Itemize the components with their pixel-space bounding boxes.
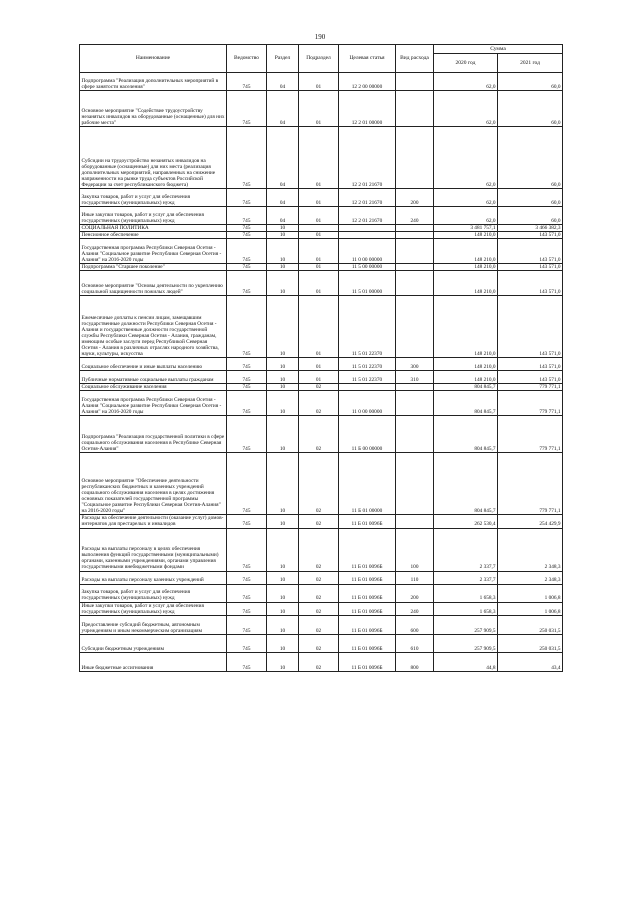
row-target: 12 2 01 21670 — [339, 127, 396, 189]
row-name: Иные бюджетные ассигнования — [80, 652, 227, 671]
row-name: Иные закупки товаров, работ и услуг для обеспечения государственных (муниципальных) нужд — [80, 207, 227, 225]
row-sum-2020: 2 337,7 — [434, 571, 498, 584]
row-name: Закупка товаров, работ и услуг для обеспечения государственных (муниципальных) нужд — [80, 584, 227, 602]
row-expense-type: 200 — [396, 189, 434, 207]
row-name: Публичные нормативные социальные выплаты гражданам — [80, 371, 227, 384]
row-ministry: 745 — [227, 91, 267, 127]
row-section: 04 — [267, 189, 299, 207]
row-section: 10 — [267, 652, 299, 671]
header-subsection: Подраздел — [299, 45, 339, 73]
row-expense-type — [396, 73, 434, 91]
row-subsection: 01 — [299, 73, 339, 91]
row-ministry: 745 — [227, 602, 267, 615]
table-row — [80, 296, 563, 358]
row-sum-2021: 779 771,1 — [498, 416, 563, 453]
row-subsection: 02 — [299, 615, 339, 634]
row-sum-2021: 60,0 — [498, 189, 563, 207]
row-sum-2021: 60,0 — [498, 207, 563, 225]
row-sum-2020: 262 530,4 — [434, 515, 498, 528]
table-row — [80, 602, 563, 615]
row-sum-2021: 143 571,0 — [498, 296, 563, 358]
row-sum-2020: 148 210,0 — [434, 232, 498, 239]
row-expense-type: 100 — [396, 528, 434, 571]
row-ministry: 745 — [227, 391, 267, 416]
header-sum: Сумма — [434, 45, 563, 54]
table-row — [80, 453, 563, 515]
header-ministry: Ведомство — [227, 45, 267, 73]
row-section: 10 — [267, 358, 299, 371]
header-year-2021: 2021 год — [498, 54, 563, 73]
row-ministry: 745 — [227, 271, 267, 296]
row-name: Социальное обеспечение и иные выплаты населению — [80, 358, 227, 371]
table-row — [80, 528, 563, 571]
row-section: 04 — [267, 73, 299, 91]
row-sum-2020: 148 210,0 — [434, 271, 498, 296]
row-ministry: 745 — [227, 615, 267, 634]
row-sum-2021: 143 571,0 — [498, 264, 563, 271]
row-section: 04 — [267, 127, 299, 189]
table-row — [80, 652, 563, 671]
row-ministry: 745 — [227, 384, 267, 391]
row-sum-2021: 43,4 — [498, 652, 563, 671]
row-sum-2021: 1 006,8 — [498, 584, 563, 602]
row-expense-type: 300 — [396, 358, 434, 371]
row-ministry: 745 — [227, 371, 267, 384]
row-name: Закупка товаров, работ и услуг для обеспечения государственных (муниципальных) нужд — [80, 189, 227, 207]
row-ministry: 745 — [227, 515, 267, 528]
row-subsection: 02 — [299, 453, 339, 515]
row-name: Основное мероприятие "Содействие трудоустройству незанятых инвалидов на оборудованные (оснащенные) для них рабочие места" — [80, 91, 227, 127]
row-sum-2020: 804 845,7 — [434, 384, 498, 391]
table-row — [80, 264, 563, 271]
row-subsection: 02 — [299, 384, 339, 391]
table-row — [80, 189, 563, 207]
row-sum-2020: 62,0 — [434, 73, 498, 91]
row-section: 10 — [267, 515, 299, 528]
table-row — [80, 232, 563, 239]
row-sum-2020: 62,0 — [434, 189, 498, 207]
row-target: 11 Б 01 0096Б — [339, 602, 396, 615]
row-sum-2020: 1 658,3 — [434, 584, 498, 602]
row-target: 11 Б 01 0096Б — [339, 515, 396, 528]
row-section: 10 — [267, 634, 299, 652]
row-target: 11 5 01 22370 — [339, 296, 396, 358]
row-section: 10 — [267, 371, 299, 384]
row-sum-2021: 3 466 382,3 — [498, 225, 563, 232]
row-ministry: 745 — [227, 416, 267, 453]
row-sum-2021: 779 771,1 — [498, 453, 563, 515]
row-section: 10 — [267, 384, 299, 391]
row-subsection: 01 — [299, 271, 339, 296]
row-section: 04 — [267, 91, 299, 127]
row-expense-type: 310 — [396, 371, 434, 384]
row-sum-2020: 148 210,0 — [434, 239, 498, 264]
row-sum-2021: 143 571,0 — [498, 358, 563, 371]
row-target: 11 Б 01 0096Б — [339, 584, 396, 602]
table-row — [80, 384, 563, 391]
row-sum-2021: 143 571,0 — [498, 239, 563, 264]
row-sum-2020: 1 658,3 — [434, 602, 498, 615]
row-ministry: 745 — [227, 239, 267, 264]
row-sum-2020: 62,0 — [434, 127, 498, 189]
row-ministry: 745 — [227, 232, 267, 239]
row-target: 12 2 01 21670 — [339, 207, 396, 225]
row-sum-2020: 257 909,5 — [434, 634, 498, 652]
budget-table — [79, 44, 563, 672]
row-target — [339, 384, 396, 391]
row-expense-type: 240 — [396, 602, 434, 615]
row-target: 11 5 00 00000 — [339, 264, 396, 271]
row-ministry: 745 — [227, 634, 267, 652]
row-expense-type: 600 — [396, 615, 434, 634]
row-target — [339, 232, 396, 239]
table-row — [80, 73, 563, 91]
row-subsection: 01 — [299, 371, 339, 384]
row-sum-2021: 2 348,3 — [498, 571, 563, 584]
row-name: Подпрограмма "Реализация дополнительных мероприятий в сфере занятости населения" — [80, 73, 227, 91]
row-target: 11 Б 01 0096Б — [339, 528, 396, 571]
row-ministry: 745 — [227, 264, 267, 271]
row-name: Подпрограмма "Старшее поколение" — [80, 264, 227, 271]
row-name: Пенсионное обеспечение — [80, 232, 227, 239]
row-section: 10 — [267, 232, 299, 239]
row-subsection: 02 — [299, 391, 339, 416]
row-sum-2020: 148 210,0 — [434, 371, 498, 384]
row-sum-2021: 60,0 — [498, 73, 563, 91]
row-section: 10 — [267, 271, 299, 296]
table-row — [80, 584, 563, 602]
row-section: 10 — [267, 225, 299, 232]
row-name: Государственная программа Республики Северная Осетия - Алания "Социальное развитие Республики Северная Осетия - Алания" на 2016-2020 годы — [80, 239, 227, 264]
table-row — [80, 416, 563, 453]
table-row — [80, 391, 563, 416]
row-subsection: 02 — [299, 515, 339, 528]
row-section: 10 — [267, 615, 299, 634]
row-expense-type: 200 — [396, 584, 434, 602]
row-section: 10 — [267, 453, 299, 515]
row-ministry: 745 — [227, 73, 267, 91]
row-name: Субсидии бюджетным учреждениям — [80, 634, 227, 652]
row-section: 10 — [267, 602, 299, 615]
row-expense-type — [396, 232, 434, 239]
row-name: СОЦИАЛЬНАЯ ПОЛИТИКА — [80, 225, 227, 232]
header-target: Целевая статья — [339, 45, 396, 73]
row-subsection: 01 — [299, 239, 339, 264]
row-section: 10 — [267, 239, 299, 264]
row-target: 11 Б 01 0096Б — [339, 571, 396, 584]
row-expense-type — [396, 515, 434, 528]
table-row — [80, 207, 563, 225]
row-target: 11 Б 01 0096Б — [339, 634, 396, 652]
row-expense-type: 610 — [396, 634, 434, 652]
row-sum-2021: 779 771,1 — [498, 384, 563, 391]
row-name: Субсидии на трудоустройство незанятых инвалидов на оборудованные (оснащенные) для них места (реализация дополнительных мероприятий, направленных на снижение напряженности на рынке труда субъектов Российской Федерации за счет республиканского бюджета) — [80, 127, 227, 189]
row-subsection: 02 — [299, 652, 339, 671]
row-sum-2020: 148 210,0 — [434, 358, 498, 371]
row-target: 11 5 01 22370 — [339, 358, 396, 371]
row-section: 10 — [267, 416, 299, 453]
row-sum-2020: 44,8 — [434, 652, 498, 671]
row-sum-2021: 250 031,5 — [498, 634, 563, 652]
row-subsection: 01 — [299, 358, 339, 371]
row-section: 10 — [267, 528, 299, 571]
row-name: Ежемесячные доплаты к пенсии лицам, замещавшим государственные должности Республики Северная Осетия - Алания и государственные должности государственной службы Республики Северная Осетия - Алания, гражданам, имеющим особые заслуги перед Республикой Северная Осетия - Алания в различных отраслях народного хозяйства, науки, культуры, искусства — [80, 296, 227, 358]
table-row — [80, 271, 563, 296]
row-ministry: 745 — [227, 358, 267, 371]
row-name: Государственная программа Республики Северная Осетия - Алания "Социальное развитие Республики Северная Осетия - Алания" на 2016-2020 годы — [80, 391, 227, 416]
row-target: 11 Б 01 0096Б — [339, 615, 396, 634]
row-sum-2021: 60,0 — [498, 127, 563, 189]
row-target: 11 Б 01 0096Б — [339, 652, 396, 671]
row-subsection: 02 — [299, 571, 339, 584]
row-expense-type — [396, 264, 434, 271]
row-sum-2020: 257 909,5 — [434, 615, 498, 634]
row-section: 10 — [267, 391, 299, 416]
row-sum-2021: 60,0 — [498, 91, 563, 127]
row-sum-2021: 2 348,3 — [498, 528, 563, 571]
table-row — [80, 127, 563, 189]
row-name: Подпрограмма "Реализация государственной политики в сфере социального обслуживания населения в Республике Северная Осетия-Алания" — [80, 416, 227, 453]
row-section: 04 — [267, 207, 299, 225]
row-expense-type — [396, 416, 434, 453]
table-row — [80, 634, 563, 652]
row-section: 10 — [267, 584, 299, 602]
row-subsection: 01 — [299, 232, 339, 239]
row-name: Расходы на выплаты персоналу казенных учреждений — [80, 571, 227, 584]
table-row — [80, 91, 563, 127]
row-expense-type — [396, 391, 434, 416]
row-ministry: 745 — [227, 652, 267, 671]
row-sum-2020: 62,0 — [434, 91, 498, 127]
row-expense-type: 800 — [396, 652, 434, 671]
row-sum-2020: 62,0 — [434, 207, 498, 225]
row-subsection: 02 — [299, 602, 339, 615]
row-sum-2020: 148 210,0 — [434, 296, 498, 358]
row-ministry: 745 — [227, 225, 267, 232]
table-row — [80, 615, 563, 634]
row-name: Расходы на обеспечение деятельности (оказание услуг) домов-интернатов для престарелых и инвалидов — [80, 515, 227, 528]
row-ministry: 745 — [227, 127, 267, 189]
row-expense-type — [396, 453, 434, 515]
page-number: 190 — [314, 33, 326, 41]
row-subsection: 02 — [299, 528, 339, 571]
row-ministry: 745 — [227, 453, 267, 515]
header-expense-type: Вид расхода — [396, 45, 434, 73]
row-ministry: 745 — [227, 571, 267, 584]
row-subsection: 01 — [299, 296, 339, 358]
row-expense-type — [396, 384, 434, 391]
row-ministry: 745 — [227, 528, 267, 571]
table-row — [80, 371, 563, 384]
row-sum-2021: 1 006,8 — [498, 602, 563, 615]
table-row — [80, 225, 563, 232]
row-subsection: 01 — [299, 91, 339, 127]
row-sum-2020: 804 845,7 — [434, 391, 498, 416]
row-expense-type — [396, 239, 434, 264]
table-row — [80, 358, 563, 371]
row-ministry: 745 — [227, 584, 267, 602]
table-row — [80, 515, 563, 528]
row-ministry: 745 — [227, 189, 267, 207]
row-expense-type — [396, 91, 434, 127]
row-sum-2021: 250 031,5 — [498, 615, 563, 634]
row-sum-2020: 804 845,7 — [434, 453, 498, 515]
row-ministry: 745 — [227, 296, 267, 358]
row-section: 10 — [267, 571, 299, 584]
row-target: 11 0 00 00000 — [339, 391, 396, 416]
table-row — [80, 239, 563, 264]
row-name: Социальное обслуживание населения — [80, 384, 227, 391]
row-target: 11 Б 00 00000 — [339, 416, 396, 453]
row-name: Предоставление субсидий бюджетным, автономным учреждениям и иным некоммерческим организациям — [80, 615, 227, 634]
row-sum-2021: 143 571,0 — [498, 371, 563, 384]
row-target: 11 0 00 00000 — [339, 239, 396, 264]
table-row — [80, 571, 563, 584]
row-sum-2020: 2 337,7 — [434, 528, 498, 571]
row-target: 12 2 00 00000 — [339, 73, 396, 91]
row-sum-2021: 779 771,1 — [498, 391, 563, 416]
row-target: 11 5 01 00000 — [339, 271, 396, 296]
row-name: Иные закупки товаров, работ и услуг для обеспечения государственных (муниципальных) нужд — [80, 602, 227, 615]
row-name: Основное мероприятие "Основы деятельности по укреплению социальной защищенности пожилых людей" — [80, 271, 227, 296]
row-target: 11 5 01 22370 — [339, 371, 396, 384]
row-target — [339, 225, 396, 232]
row-target: 11 Б 01 00000 — [339, 453, 396, 515]
header-name: Наименование — [80, 45, 227, 73]
row-subsection — [299, 225, 339, 232]
row-target: 12 2 01 21670 — [339, 189, 396, 207]
row-subsection: 01 — [299, 127, 339, 189]
row-subsection: 02 — [299, 416, 339, 453]
row-sum-2021: 254 429,9 — [498, 515, 563, 528]
row-section: 10 — [267, 296, 299, 358]
row-section: 10 — [267, 264, 299, 271]
header-section: Раздел — [267, 45, 299, 73]
row-expense-type: 110 — [396, 571, 434, 584]
row-expense-type — [396, 127, 434, 189]
row-subsection: 01 — [299, 207, 339, 225]
row-expense-type — [396, 225, 434, 232]
row-expense-type — [396, 271, 434, 296]
row-target: 12 2 01 00000 — [339, 91, 396, 127]
row-sum-2020: 148 210,0 — [434, 264, 498, 271]
row-expense-type — [396, 296, 434, 358]
row-subsection: 01 — [299, 189, 339, 207]
table-body — [80, 73, 563, 672]
row-subsection: 02 — [299, 584, 339, 602]
row-sum-2021: 143 571,0 — [498, 271, 563, 296]
row-ministry: 745 — [227, 207, 267, 225]
row-name: Основное мероприятие "Обеспечение деятельности республиканских бюджетных и казенных учреждений социального обслуживания населения в целях достижения основных показателей государственной программы "Социальное развитие Республики Северная Осетия-Алания" на 2016-2020 годы" — [80, 453, 227, 515]
row-subsection: 02 — [299, 634, 339, 652]
row-expense-type: 240 — [396, 207, 434, 225]
row-sum-2020: 3 481 757,1 — [434, 225, 498, 232]
row-subsection: 01 — [299, 264, 339, 271]
header-year-2020: 2020 год — [434, 54, 498, 73]
row-name: Расходы на выплаты персоналу в целях обеспечения выполнения функций государственными (муниципальными) органами, казенными учреждениями, органами управления государственными внебюджетными фондами — [80, 528, 227, 571]
row-sum-2021: 143 571,0 — [498, 232, 563, 239]
row-sum-2020: 804 845,7 — [434, 416, 498, 453]
